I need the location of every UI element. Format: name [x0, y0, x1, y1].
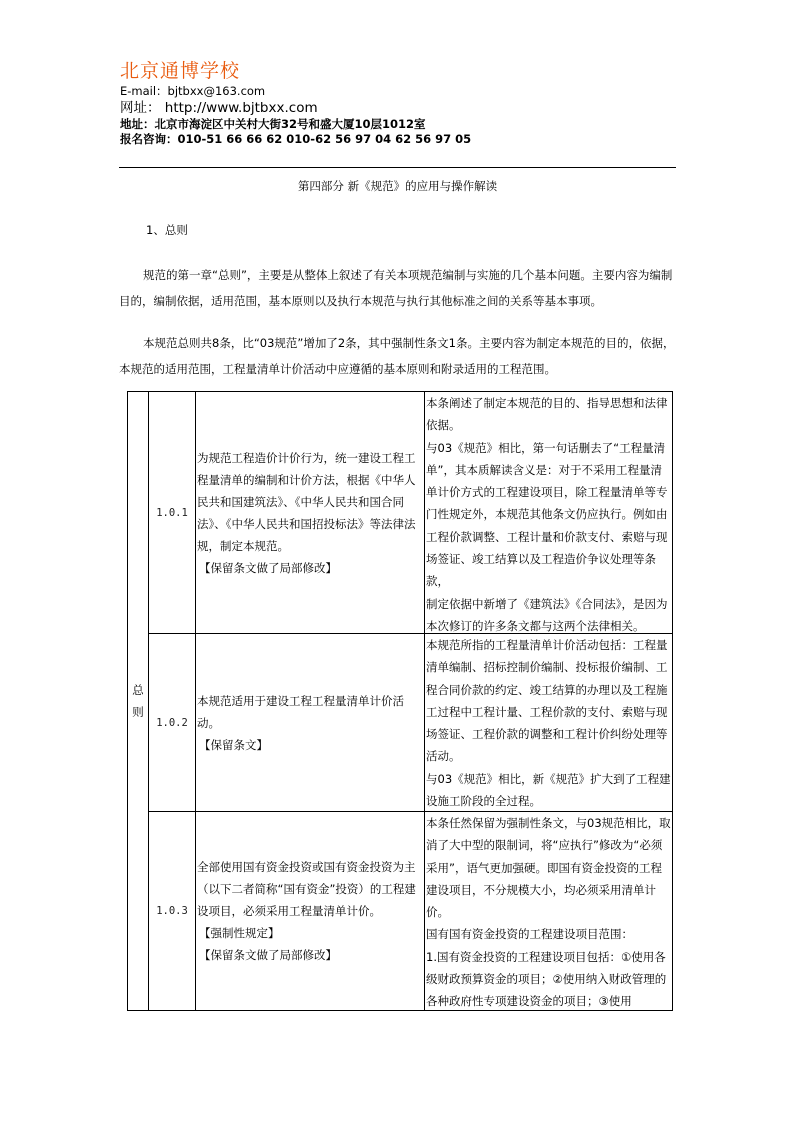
clause-note-cell: [425, 812, 673, 1011]
clause-note-cell: [425, 392, 673, 634]
document-title: 第四部分 新《规范》的应用与操作解读: [297, 179, 498, 193]
clause-text: 本规范适用于建设工程工程量清单计价活动。: [197, 693, 404, 730]
category-label: 总则: [132, 683, 144, 719]
header-divider: [119, 167, 676, 168]
phone-line: 报名咨询：010-51 66 66 62 010-62 56 97 04 62 56 97 05: [120, 132, 472, 146]
note-line: 国有国有资金投资的工程建设项目范围：: [426, 927, 633, 942]
note-line: 本规范所指的工程量清单计价活动包括：工程量清单编制、招标控制价编制、投标报价编制、工程合同价款的约定、竣工结算的办理以及工程施工过程中工程计量、工程价款的支付、索赔与现场签证、工程价款的调整和工程计价纠纷处理等活动。: [426, 638, 668, 764]
paragraph-summary: 本规范总则共8条，比“03规范”增加了2条，其中强制性条文1条。主要内容为制定本规范的目的，依据，本规范的适用范围，工程量清单计价活动中应遵循的基本原则和附录适用的工程范围。: [119, 336, 675, 376]
clause-number: 1.0.2: [149, 634, 196, 812]
clause-tag: 【保留条文】: [199, 737, 268, 752]
clause-number: 1.0.1: [149, 392, 196, 634]
clause-text-cell: [196, 812, 425, 1011]
note-line: 与03《规范》相比，新《规范》扩大到了工程建设施工阶段的全过程。: [426, 771, 671, 809]
clause-text: 全部使用国有资金投资或国有资金投资为主（以下二者简称“国有资金”投资）的工程建设项目，必须采用工程量清单计价。: [197, 860, 416, 918]
clause-number: 1.0.3: [149, 812, 196, 1011]
clause-tag: 【保留条文做了局部修改】: [199, 948, 337, 962]
email-line: E-mail：bjtbxx@163.com: [120, 84, 266, 98]
address-line: 地址：北京市海淀区中关村大街32号和盛大厦10层1012室: [120, 117, 426, 131]
rules-table: [127, 391, 673, 1011]
note-line: 本条任然保留为强制性条文，与03规范相比，取消了大中型的限制词，将“应执行”修改为“必须采用”，语气更加强硬。即国有资金投资的工程建设项目，不分规模大小，均必须采用清单计价。: [426, 816, 671, 920]
paragraph-overview: 规范的第一章“总则”，主要是从整体上叙述了有关本项规范编制与实施的几个基本问题。主要内容为编制目的，编制依据，适用范围，基本原则以及执行本规范与执行其他标准之间的关系等基本事项。: [119, 268, 673, 308]
table-row: [128, 392, 673, 634]
school-header: [120, 58, 680, 147]
section-heading: 1、总则: [146, 223, 188, 237]
clause-note-cell: [425, 634, 673, 812]
category-cell: [128, 392, 149, 1011]
table-row: [128, 812, 673, 1011]
note-line: 制定依据中新增了《建筑法》《合同法》，是因为本次修订的许多条文都与这两个法律相关。: [426, 596, 668, 633]
clause-text-cell: [196, 392, 425, 634]
note-line: 1.国有资金投资的工程建设项目包括：①使用各级财政预算资金的项目；②使用纳入财政管理的各种政府性专项建设资金的项目；③使用: [426, 949, 667, 1009]
table-row: [128, 634, 673, 812]
clause-text-cell: [196, 634, 425, 812]
note-line: 本条阐述了制定本规范的目的、指导思想和法律依据。: [426, 396, 668, 433]
clause-tag: 【保留条文做了局部修改】: [199, 560, 337, 575]
clause-tag: 【强制性规定】: [199, 926, 280, 940]
school-name: 北京通博学校: [120, 60, 241, 82]
clause-text: 为规范工程造价计价行为，统一建设工程工程量清单的编制和计价方法，根据《中华人民共和国建筑法》、《中华人民共和国合同法》、《中华人民共和国招投标法》等法律法规，制定本规范。: [197, 450, 416, 553]
note-line: 与03《规范》相比，第一句话删去了“工程量清单”，其本质解读含义是：对于不采用工程量清单计价方式的工程建设项目，除工程量清单等专门性规定外，本规范其他条文仍应执行。例如由工程价款调整、工程计量和价款支付、索赔与现场签证、竣工结算以及工程造价争议处理等条款，: [426, 440, 668, 589]
website-line: 网址： http://www.bjtbxx.com: [120, 100, 318, 116]
